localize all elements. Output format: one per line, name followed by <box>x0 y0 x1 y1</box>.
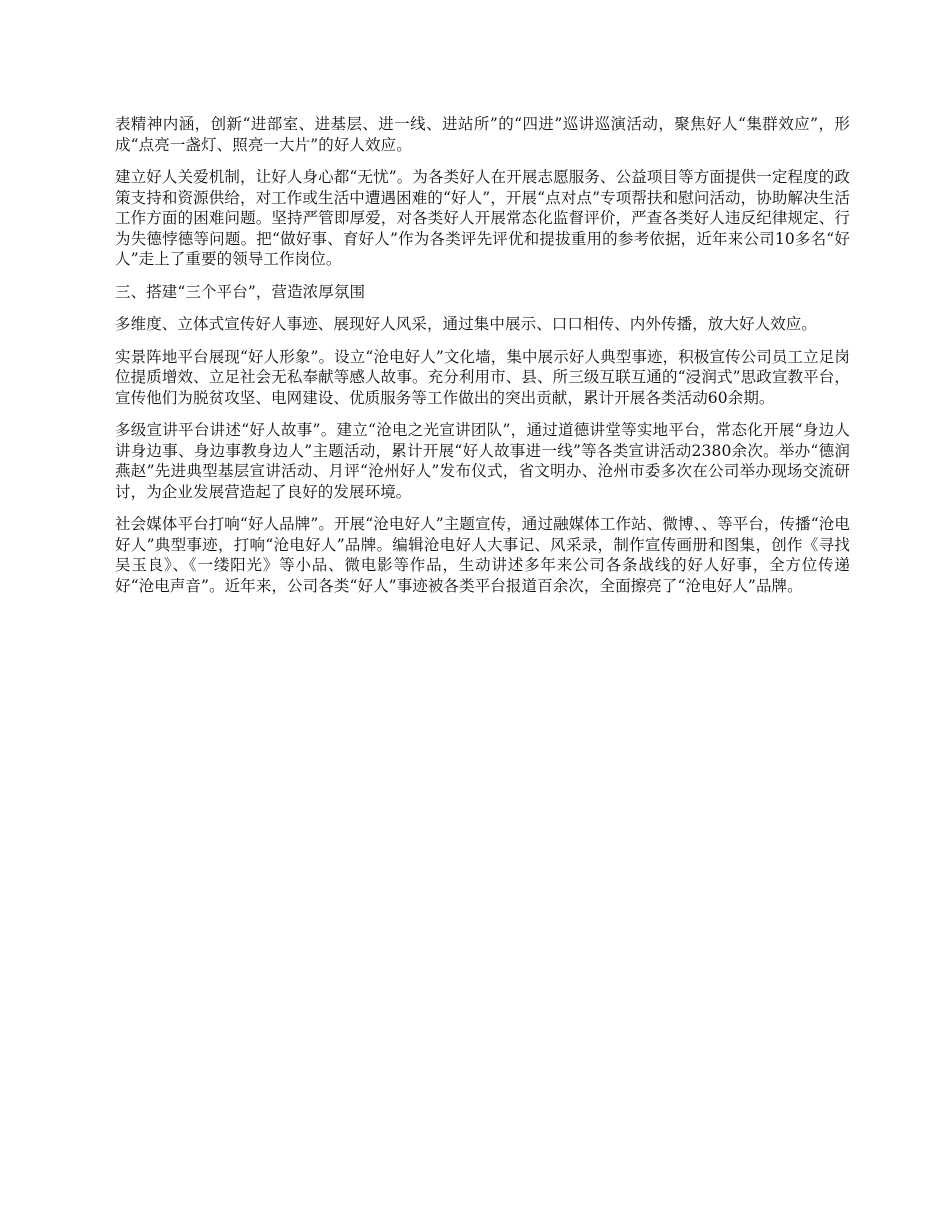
paragraph-care-mechanism: 建立好人关爱机制，让好人身心都“无忧”。为各类好人在开展志愿服务、公益项目等方面提供一定程度的政策支持和资源供给，对工作或生活中遭遇困难的“好人”，开展“点对点”专项帮扶和慰问活动，协助解决生活工作方面的困难问题。坚持严管即厚爱，对各类好人开展常态化监督评价，严查各类好人违反纪律规定、行为失德悖德等问题。把“做好事、育好人”作为各类评先评优和提拔重用的参考依据，近年来公司10多名“好人”走上了重要的领导工作岗位。 <box>115 168 850 268</box>
paragraph-scene-platform: 实景阵地平台展现“好人形象”。设立“沧电好人”文化墙，集中展示好人典型事迹，积极宣传公司员工立足岗位提质增效、立足社会无私奉献等感人故事。充分利用市、县、所三级互联互通的“浸润式”思政宣教平台，宣传他们为脱贫攻坚、电网建设、优质服务等工作做出的突出贡献，累计开展各类活动60余期。 <box>115 347 850 407</box>
paragraph-multi-dimension: 多维度、立体式宣传好人事迹、展现好人风采，通过集中展示、口口相传、内外传播，放大好人效应。 <box>115 315 818 333</box>
section-heading-three-platforms: 三、搭建“三个平台”，营造浓厚氛围 <box>115 282 366 301</box>
paragraph-four-visits: 表精神内涵，创新“进部室、进基层、进一线、进站所”的“四进”巡讲巡演活动，聚焦好人“集群效应”，形成“点亮一盏灯、照亮一大片”的好人效应。 <box>115 115 850 154</box>
paragraph-lecture-platform: 多级宣讲平台讲述“好人故事”。建立“沧电之光宣讲团队”，通过道德讲堂等实地平台，常态化开展“身边人讲身边事、身边事教身边人”主题活动，累计开展“好人故事进一线”等各类宣讲活动2380余次。举办“德润燕赵”先进典型基层宣讲活动、月评“沧州好人”发布仪式，省文明办、沧州市委多次在公司举办现场交流研讨，为企业发展营造起了良好的发展环境。 <box>115 421 850 501</box>
paragraph-media-platform: 社会媒体平台打响“好人品牌”。开展“沧电好人”主题宣传，通过融媒体工作站、微博、、等平台，传播“沧电好人”典型事迹，打响“沧电好人”品牌。编辑沧电好人大事记、风采录，制作宣传画册和图集，创作《寻找吴玉良》、《一缕阳光》等小品、微电影等作品，生动讲述多年来公司各条战线的好人好事，全方位传递好“沧电声音”。近年来，公司各类“好人”事迹被各类平台报道百余次，全面擦亮了“沧电好人”品牌。 <box>115 515 850 595</box>
document-page <box>115 114 850 608</box>
